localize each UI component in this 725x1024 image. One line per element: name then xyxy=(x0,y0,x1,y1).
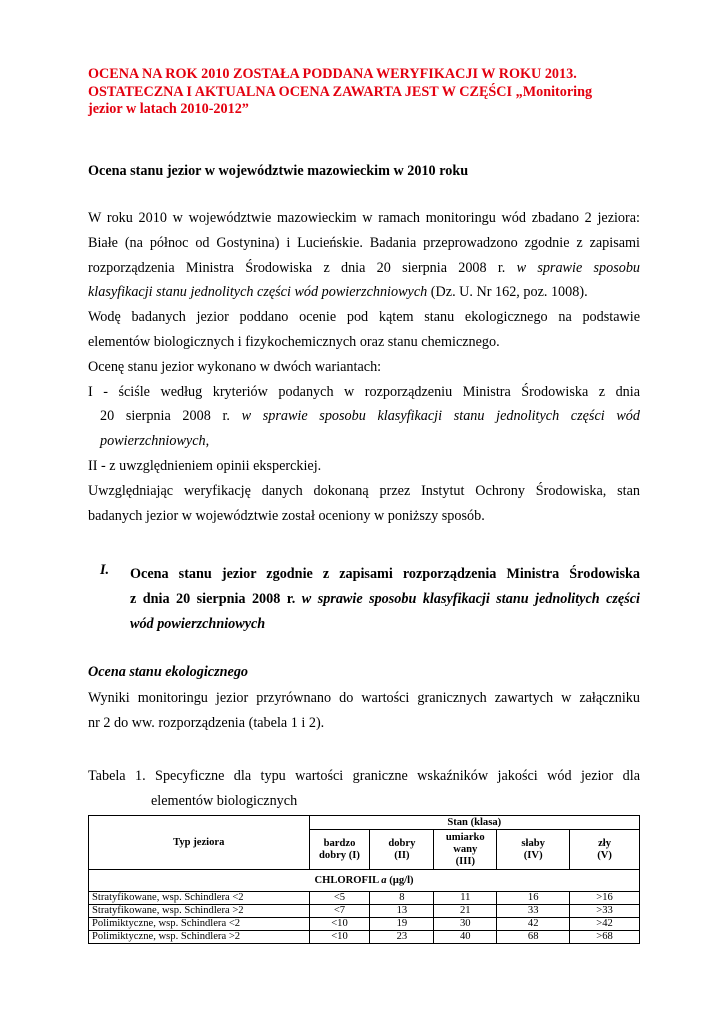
para2-line-2: elementów biologicznych i fizykochemicznych oraz stanu chemicznego. xyxy=(88,333,500,350)
para4-line-1: Uwzględniając weryfikację danych dokonaną przez Instytut Ochrony Środowiska, stan xyxy=(88,482,640,499)
cell-value: <10 xyxy=(309,918,370,931)
header-class-1 xyxy=(309,830,370,870)
cell-value: 21 xyxy=(434,905,497,918)
class-3-line-b: wany xyxy=(453,843,478,855)
notice-line-2: OSTATECZNA I AKTUALNA OCENA ZAWARTA JEST W CZĘŚCI „Monitoring xyxy=(88,83,593,100)
section-number: I. xyxy=(100,562,110,578)
variant-1-italic-2: powierzchniowych xyxy=(100,433,206,450)
table-row xyxy=(89,905,640,918)
cell-value: >42 xyxy=(570,918,640,931)
variant-1-italic: w sprawie sposobu klasyfikacji stanu jednolitych części wód xyxy=(241,408,640,425)
cell-value: 23 xyxy=(370,931,434,944)
chlorophyll-a: a xyxy=(381,874,387,886)
section-line-2 xyxy=(88,587,640,612)
class-5-line-b: (V) xyxy=(597,849,612,861)
cell-value: 68 xyxy=(497,931,570,944)
class-2-line-a: dobry xyxy=(388,837,416,849)
class-1-line-b: dobry (I) xyxy=(319,849,360,861)
section-heading-1 xyxy=(88,562,640,637)
para1-italic: w sprawie sposobu xyxy=(516,259,641,276)
variant-1-line-2 xyxy=(88,404,640,429)
limits-table xyxy=(88,815,640,944)
para1-line-1: W roku 2010 w województwie mazowieckim w ramach monitoringu wód zbadano 2 jeziora: xyxy=(88,210,640,226)
cell-value: <10 xyxy=(309,931,370,944)
section-italic-2: wód powierzchniowych xyxy=(130,616,266,632)
para1-line-4 xyxy=(88,280,640,305)
cell-value: >16 xyxy=(570,892,640,905)
table-caption xyxy=(88,764,640,814)
table-row xyxy=(89,931,640,944)
subheading-ecological: Ocena stanu ekologicznego xyxy=(88,664,249,680)
row-type: Stratyfikowane, wsp. Schindlera <2 xyxy=(89,892,310,905)
class-4-line-b: (IV) xyxy=(523,849,543,861)
cell-value: <5 xyxy=(309,892,370,905)
para3-line: Ocenę stanu jezior wykonano w dwóch wariantach: xyxy=(88,358,382,375)
para1-line-2: Białe (na północ od Gostynina) i Lucieńskie. Badania przeprowadzono zgodnie z zapisami xyxy=(88,234,640,251)
class-3-line-c: (III) xyxy=(455,855,476,867)
cell-value: >33 xyxy=(570,905,640,918)
class-4-line-a: słaby xyxy=(521,837,545,849)
table-row xyxy=(89,892,640,905)
section-line-3 xyxy=(88,612,640,637)
para1-text: rozporządzenia Ministra Środowiska z dnia 20 sierpnia 2008 r. xyxy=(88,259,506,276)
header-class-4 xyxy=(497,830,570,870)
class-3-line-a: umiarko xyxy=(445,831,485,843)
class-1-line-a: bardzo xyxy=(323,837,356,849)
class-2-line-b: (II) xyxy=(394,849,410,861)
header-class-3 xyxy=(434,830,497,870)
cell-value: 42 xyxy=(497,918,570,931)
header-state-class: Stan (klasa) xyxy=(309,816,639,830)
variant-1-line-1: I - ściśle według kryteriów podanych w rozporządzeniu Ministra Środowiska z dnia xyxy=(88,383,640,400)
table-row xyxy=(89,918,640,931)
para4-line-2: badanych jezior w województwie został oceniony w poniższy sposób. xyxy=(88,507,485,524)
verification-notice xyxy=(88,66,640,119)
body-text xyxy=(88,206,640,528)
chlorophyll-unit: (µg/l) xyxy=(386,874,414,886)
variant-1-line-3 xyxy=(88,429,640,454)
notice-line-1: OCENA NA ROK 2010 ZOSTAŁA PODDANA WERYFIKACJI W ROKU 2013. xyxy=(88,66,577,82)
section-italic: w sprawie sposobu klasyfikacji stanu jednolitych części xyxy=(301,591,640,607)
row-type: Polimiktyczne, wsp. Schindlera <2 xyxy=(89,918,310,931)
caption-line-1: Tabela 1. Specyficzne dla typu wartości graniczne wskaźników jakości wód jezior dla xyxy=(88,768,640,784)
para2-line-1: Wodę badanych jezior poddano ocenie pod kątem stanu ekologicznego na podstawie xyxy=(88,309,640,326)
section-line-1: Ocena stanu jezior zgodnie z zapisami rozporządzenia Ministra Środowiska xyxy=(130,566,640,582)
cell-value: 33 xyxy=(497,905,570,918)
para5 xyxy=(88,686,640,736)
section-date: z dnia 20 sierpnia 2008 r. xyxy=(130,591,302,607)
chlorophyll-label: CHLOROFIL xyxy=(314,874,382,886)
row-type: Polimiktyczne, wsp. Schindlera >2 xyxy=(89,931,310,944)
cell-value: 16 xyxy=(497,892,570,905)
cell-value: <7 xyxy=(309,905,370,918)
para1-ref: (Dz. U. Nr 162, poz. 1008). xyxy=(427,284,588,301)
variant-1-date: 20 sierpnia 2008 r. xyxy=(100,408,230,425)
document-heading: Ocena stanu jezior w województwie mazowieckim w 2010 roku xyxy=(88,163,469,179)
para1-italic-2: klasyfikacji stanu jednolitych części wód powierzchniowych xyxy=(88,284,428,301)
cell-value: 19 xyxy=(370,918,434,931)
header-class-5 xyxy=(570,830,640,870)
class-5-line-a: zły xyxy=(598,837,612,849)
cell-value: >68 xyxy=(570,931,640,944)
caption-line-2: elementów biologicznych xyxy=(151,792,298,809)
notice-line-3: jezior w latach 2010-2012” xyxy=(88,101,249,118)
cell-value: 11 xyxy=(434,892,497,905)
para5-line-2: nr 2 do ww. rozporządzenia (tabela 1 i 2). xyxy=(88,714,325,731)
cell-value: 13 xyxy=(370,905,434,918)
cell-value: 40 xyxy=(434,931,497,944)
header-lake-type: Typ jeziora xyxy=(89,816,310,870)
header-class-2 xyxy=(370,830,434,870)
para1-line-3 xyxy=(88,256,640,281)
section-chlorophyll xyxy=(89,870,640,892)
para5-line-1: Wyniki monitoringu jezior przyrównano do wartości granicznych zawartych w załączniku xyxy=(88,690,640,706)
row-type: Stratyfikowane, wsp. Schindlera >2 xyxy=(89,905,310,918)
cell-value: 30 xyxy=(434,918,497,931)
cell-value: 8 xyxy=(370,892,434,905)
variant-2-line: II - z uwzględnieniem opinii eksperckiej. xyxy=(88,457,322,474)
variant-1-comma: , xyxy=(205,433,210,450)
